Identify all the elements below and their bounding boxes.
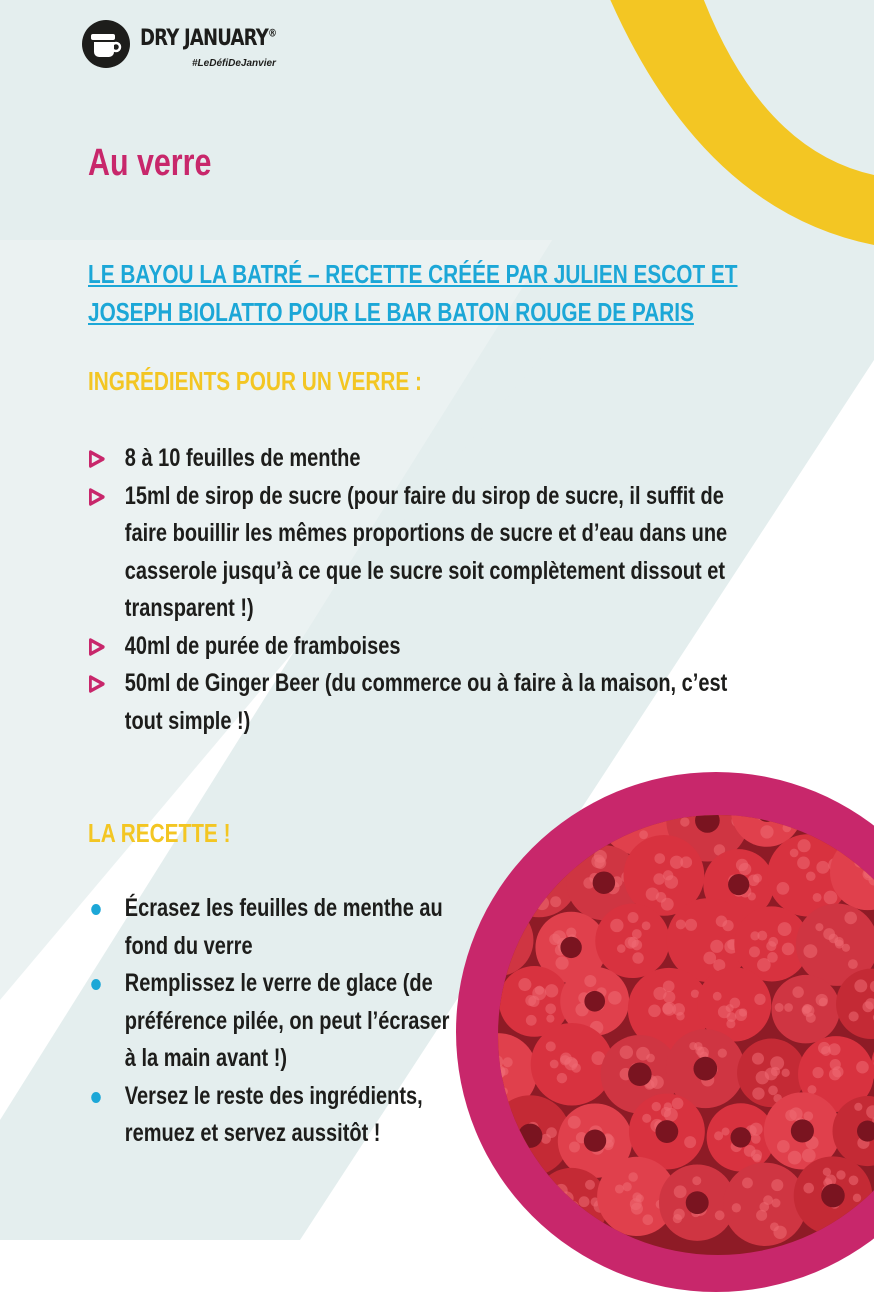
raspberry-drupelet [862, 1001, 873, 1012]
raspberry-drupelet [829, 1068, 841, 1080]
raspberry-drupelet [798, 839, 811, 852]
raspberry-hollow [728, 874, 749, 895]
ingredient-text: 50ml de Ginger Beer (du commerce ou à faire à la maison, c’est tout simple !) [125, 669, 727, 735]
raspberry-drupelet [785, 1110, 797, 1122]
dot-bullet-icon [91, 1092, 101, 1103]
raspberry-hollow [584, 1130, 606, 1152]
raspberry-drupelet [652, 1102, 661, 1111]
raspberry-hollow [821, 1184, 845, 1208]
raspberry-drupelet [797, 856, 810, 869]
recipe-step-text: Versez le reste des ingrédients, remuez et servez aussitôt ! [125, 1082, 423, 1148]
section-title: Au verre [88, 142, 211, 185]
raspberry-drupelet [812, 1067, 823, 1078]
raspberry-drupelet [816, 861, 829, 874]
ingredient-item [88, 628, 752, 666]
raspberry-drupelet [610, 919, 623, 932]
triangle-bullet-icon [88, 637, 106, 657]
raspberry-drupelet [760, 825, 773, 838]
raspberry-hollow [655, 1120, 678, 1143]
raspberry-drupelet [777, 1140, 790, 1153]
raspberry-drupelet [844, 912, 857, 925]
recipe-step [88, 1078, 456, 1153]
raspberry-drupelet [608, 991, 622, 1005]
dry-january-logo [82, 20, 302, 76]
raspberry-drupelet [788, 1151, 802, 1165]
raspberry-drupelet [806, 1013, 816, 1023]
raspberry-drupelet [767, 952, 778, 963]
raspberry-drupelet [854, 979, 867, 992]
raspberry-drupelet [804, 1111, 814, 1121]
ingredients-heading: INGRÉDIENTS POUR UN VERRE : [88, 366, 422, 397]
raspberry-drupelet [713, 992, 722, 1001]
dot-bullet-icon [91, 979, 101, 990]
raspberry-drupelet [642, 1214, 653, 1225]
raspberry-drupelet [518, 978, 531, 991]
raspberry-drupelet [550, 896, 561, 907]
raspberry-drupelet [557, 1073, 568, 1084]
raspberry-drupelet [803, 1183, 814, 1194]
raspberry-drupelet [674, 1185, 687, 1198]
raspberry-drupelet [617, 944, 626, 953]
raspberry-drupelet [849, 1011, 859, 1021]
raspberry-drupelet [856, 1061, 869, 1074]
raspberry-drupelet [569, 1141, 580, 1152]
raspberry-drupelet [528, 996, 539, 1007]
raspberry-drupelet [646, 1054, 655, 1063]
raspberry-drupelet [757, 931, 767, 941]
raspberry-drupelet [676, 919, 686, 929]
raspberry-drupelet [545, 984, 558, 997]
raspberry-drupelet [585, 1180, 595, 1190]
raspberry-drupelet [560, 1055, 570, 1065]
raspberry-drupelet [639, 830, 648, 839]
raspberry-drupelet [778, 922, 792, 936]
raspberry-drupelet [835, 939, 844, 948]
raspberry-drupelet [654, 853, 665, 864]
raspberry-drupelet [836, 1170, 845, 1179]
raspberry-drupelet [752, 1087, 764, 1099]
raspberry-drupelet [818, 1042, 830, 1054]
registered-mark: ® [268, 27, 276, 40]
raspberry-drupelet [642, 1114, 651, 1123]
raspberry-drupelet [632, 929, 642, 939]
raspberry-drupelet [636, 1194, 644, 1202]
raspberry-drupelet [661, 898, 674, 911]
raspberry-drupelet [759, 1202, 769, 1212]
raspberry-drupelet [648, 1004, 661, 1017]
raspberry-drupelet [824, 891, 838, 905]
raspberry-drupelet [790, 849, 799, 858]
raspberry-drupelet [549, 934, 560, 945]
raspberry-drupelet [632, 952, 643, 963]
recipe-step [88, 965, 456, 1078]
triangle-bullet-icon [88, 674, 106, 694]
raspberry-drupelet [732, 1203, 741, 1212]
raspberry-drupelet [546, 1041, 556, 1051]
raspberry-drupelet [664, 1102, 672, 1110]
raspberry-drupelet [750, 1123, 763, 1136]
raspberry-drupelet [550, 1060, 559, 1069]
ingredient-item [88, 478, 752, 628]
triangle-bullet-icon [88, 449, 106, 469]
raspberry-drupelet [684, 1136, 696, 1148]
raspberry-drupelet [714, 1131, 723, 1140]
ingredient-text: 15ml de sirop de sucre (pour faire du sirop de sucre, il suffit de faire bouillir les mêmes proportions de sucre et d’eau dans une casserole jusqu’à ce que le sucre soit complètement dissout et transparent !) [125, 482, 727, 623]
raspberry-drupelet [584, 975, 596, 987]
raspberry-drupelet [676, 1012, 684, 1020]
raspberry-drupelet [803, 944, 817, 958]
raspberry-hollow [584, 991, 605, 1012]
raspberry-drupelet [615, 1184, 624, 1193]
raspberry-drupelet [849, 1175, 859, 1185]
raspberry-hollow [731, 1127, 751, 1147]
raspberry-drupelet [753, 1154, 762, 1163]
raspberry-hollow [593, 871, 615, 893]
raspberry-drupelet [555, 956, 568, 969]
raspberry-drupelet [680, 817, 689, 826]
ingredient-item [88, 665, 752, 740]
raspberry-drupelet [545, 1003, 556, 1014]
raspberry-drupelet [663, 870, 673, 880]
ingredient-item [88, 440, 752, 478]
raspberry-drupelet [777, 882, 790, 895]
raspberry-drupelet [808, 1085, 817, 1094]
raspberry-drupelet [663, 991, 675, 1003]
dot-bullet-icon [91, 904, 101, 915]
ingredients-list [88, 440, 752, 740]
recipe-step-text: Remplissez le verre de glace (de préférence pilée, on peut l’écraser à la main avant !) [125, 969, 450, 1072]
raspberry-drupelet [628, 912, 639, 923]
raspberry-drupelet [802, 1149, 816, 1163]
raspberry-hollow [628, 1062, 652, 1086]
raspberry-drupelet [591, 854, 605, 868]
raspberry-drupelet [541, 1134, 551, 1144]
raspberry-drupelet [772, 1199, 781, 1208]
raspberry-drupelet [670, 856, 683, 869]
raspberry-drupelet [662, 1002, 676, 1016]
raspberry-drupelet [773, 1226, 786, 1239]
raspberry-drupelet [768, 1086, 778, 1096]
raspberry-drupelet [806, 871, 816, 881]
raspberry-drupelet [771, 1179, 783, 1191]
raspberry-drupelet [735, 1009, 747, 1021]
raspberry-drupelet [572, 1063, 581, 1072]
raspberry-drupelet [646, 887, 659, 900]
cup-logo-icon [82, 20, 130, 68]
raspberry-drupelet [784, 1003, 793, 1012]
raspberry-drupelet [782, 1069, 790, 1077]
raspberry-drupelet [819, 998, 828, 1007]
raspberry-drupelet [744, 1145, 756, 1157]
brand-hashtag: #LeDéfiDeJanvier [192, 58, 276, 69]
raspberry-drupelet [854, 1103, 862, 1111]
raspberry-drupelet [672, 1098, 684, 1110]
brand-name: DRY JANUARY® [140, 26, 276, 51]
raspberry-drupelet [503, 1057, 513, 1067]
raspberry-drupelet [546, 1015, 554, 1023]
recipe-title-link[interactable]: LE BAYOU LA BATRÉ – RECETTE CRÉÉE PAR JULIEN ESCOT ET JOSEPH BIOLATTO POUR LE BAR BATON ROUGE DE PARIS [88, 255, 784, 331]
recipe-step-text: Écrasez les feuilles de menthe au fond du verre [125, 894, 443, 960]
raspberry-drupelet [628, 1172, 638, 1182]
raspberry-drupelet [727, 1012, 737, 1022]
raspberry-drupelet [673, 1209, 684, 1220]
triangle-bullet-icon [88, 487, 106, 507]
ingredient-text: 8 à 10 feuilles de menthe [125, 444, 361, 472]
raspberry-drupelet [823, 1168, 831, 1176]
recipe-steps-list [88, 890, 456, 1153]
raspberry-drupelet [685, 919, 697, 931]
raspberry-drupelet [716, 916, 727, 927]
ingredient-text: 40ml de purée de framboises [125, 632, 401, 660]
raspberry-drupelet [535, 986, 544, 995]
raspberry-drupelet [692, 1176, 701, 1185]
raspberry-drupelet [642, 921, 651, 930]
raspberry-drupelet [815, 923, 823, 931]
raspberry-drupelet [802, 1006, 811, 1015]
raspberry-drupelet [736, 859, 748, 871]
recipe-step [88, 890, 456, 965]
raspberry-drupelet [748, 874, 760, 886]
raspberry-drupelet [710, 940, 723, 953]
raspberry-drupelet [689, 1042, 697, 1050]
raspberry-drupelet [853, 1194, 861, 1202]
raspberry-drupelet [775, 1003, 784, 1012]
raspberry-drupelet [526, 1015, 537, 1026]
raspberry-hollow [791, 1119, 814, 1142]
raspberry-drupelet [813, 893, 822, 902]
raspberry-drupelet [749, 946, 760, 957]
raspberry-drupelet [848, 959, 858, 969]
raspberry-drupelet [620, 1046, 633, 1059]
raspberry-hollow [686, 1191, 709, 1214]
raspberry-drupelet [792, 986, 803, 997]
raspberry-drupelet [754, 994, 765, 1005]
raspberry-drupelet [631, 940, 642, 951]
raspberry-drupelet [766, 941, 776, 951]
raspberry-hollow [693, 1057, 717, 1081]
raspberry-drupelet [726, 1004, 734, 1012]
raspberry-drupelet [742, 1178, 753, 1189]
raspberry-drupelet [568, 1116, 581, 1129]
raspberry-drupelet [718, 1048, 727, 1057]
recipe-heading: LA RECETTE ! [88, 818, 231, 849]
raspberry-drupelet [782, 943, 795, 956]
raspberry-drupelet [756, 1071, 769, 1084]
raspberry-drupelet [623, 1182, 632, 1191]
raspberry-hollow [560, 937, 581, 958]
raspberry-drupelet [828, 1043, 840, 1055]
raspberry-drupelet [579, 1196, 590, 1207]
raspberry-drupelet [752, 1053, 764, 1065]
raspberry-drupelet [715, 1210, 725, 1220]
